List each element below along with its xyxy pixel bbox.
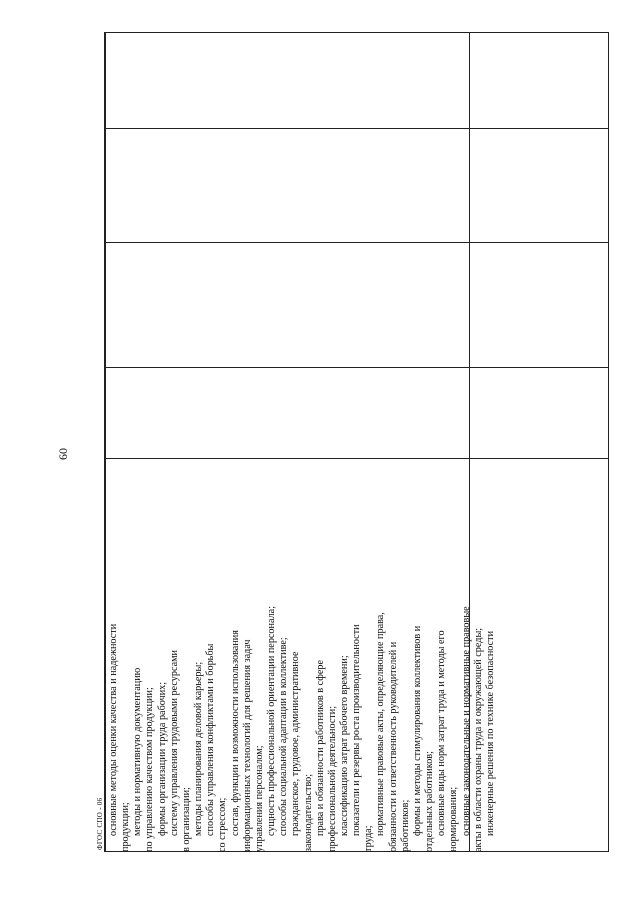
list-line: сущность профессиональной ориентации персонала; <box>266 605 278 836</box>
list-line: основные виды норм затрат труда и методы его <box>436 630 448 836</box>
list-line: продукции; <box>120 802 132 852</box>
list-line: акты в области охраны труда и окружающей среды; <box>472 627 484 852</box>
list-line: труда; <box>363 825 375 852</box>
list-line: права и обязанности работников в сфере <box>314 659 326 836</box>
list-line: информационных технологий для решения задач <box>241 639 253 852</box>
list-line: нормативные правовые акты, определяющие права, <box>375 612 387 836</box>
list-line: инженерные решения по технике безопасности <box>484 630 496 836</box>
list-line: формы и методы стимулирования коллективов и <box>411 625 423 836</box>
list-line: основные методы оценки качества и надежности <box>108 623 119 836</box>
list-line: методы и нормативную документацию <box>132 667 144 836</box>
list-line: классификацию затрат рабочего времени; <box>338 655 350 836</box>
list-line: со стрессом; <box>217 797 229 852</box>
list-line: основные законодательные и нормативные правовые <box>460 606 472 836</box>
list-line: гражданское, трудовое, административное <box>290 651 302 836</box>
list-line: состав, функции и возможности использования <box>229 630 241 836</box>
list-line: обязанности и ответственность руководителей и <box>387 641 399 852</box>
list-line: работников; <box>399 799 411 852</box>
list-line: показатели и резервы роста производительности <box>351 624 363 836</box>
list-line: в организации; <box>180 787 192 852</box>
list-line: формы организации труда рабочих; <box>156 681 168 836</box>
list-line: систему управления трудовыми ресурсами <box>168 649 180 836</box>
page-number: 60 <box>56 448 70 460</box>
list-line: по управлению качеством продукции; <box>144 687 156 852</box>
list-line: нормирования; <box>448 786 460 852</box>
list-line: отдельных работников; <box>424 751 436 852</box>
list-line: способы управления конфликтами и борьбы <box>205 643 217 836</box>
table-divider-1 <box>105 33 106 851</box>
list-line: способы социальной адаптации в коллективе; <box>278 637 290 836</box>
list-line: законодательство; <box>302 773 314 852</box>
knowledge-list <box>108 492 598 852</box>
list-line: профессиональной деятельности; <box>326 705 338 852</box>
footer-label: ФГОС СПО - 06 <box>96 797 104 850</box>
list-line: управления персоналом; <box>253 745 265 852</box>
list-line: методы планирования деловой карьеры; <box>193 661 205 836</box>
